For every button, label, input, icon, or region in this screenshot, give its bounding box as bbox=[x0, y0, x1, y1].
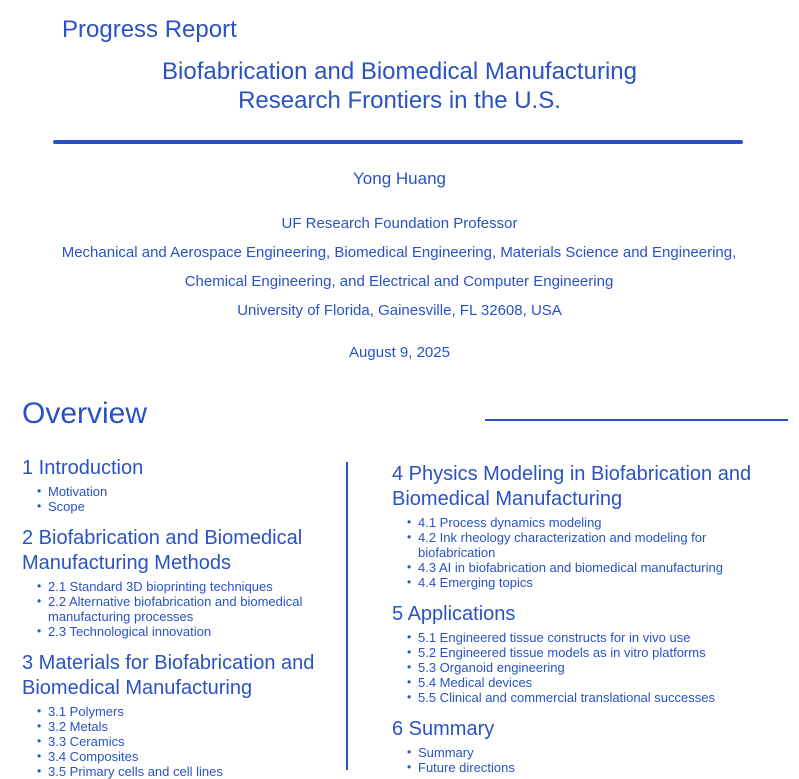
toc-section-title: 3 Materials for Biofabrication and Biomedical Manufacturing bbox=[22, 652, 315, 699]
toc-item-list bbox=[22, 579, 334, 639]
report-type-label: Progress Report bbox=[62, 16, 237, 43]
toc-left-column bbox=[22, 456, 334, 779]
report-title-line-1: Biofabrication and Biomedical Manufacturing bbox=[162, 58, 637, 85]
toc-item: • 5.4 Medical devices bbox=[407, 675, 752, 690]
report-title bbox=[0, 57, 799, 115]
toc-item-list bbox=[392, 515, 752, 590]
toc-section-title: 5 Applications bbox=[392, 603, 516, 625]
toc-item: • Scope bbox=[37, 499, 334, 514]
toc-section-title: 4 Physics Modeling in Biofabrication and Biomedical Manufacturing bbox=[392, 463, 752, 510]
toc-item-list bbox=[392, 745, 752, 775]
toc-section-summary bbox=[392, 717, 752, 775]
toc-item: • 5.1 Engineered tissue constructs for in vivo use bbox=[407, 630, 752, 645]
toc-item: • 3.2 Metals bbox=[37, 719, 334, 734]
toc-section-materials bbox=[22, 651, 334, 779]
toc-item-list bbox=[392, 630, 752, 705]
toc-item: • Motivation bbox=[37, 484, 334, 499]
toc-item: • 3.3 Ceramics bbox=[37, 734, 334, 749]
toc-section-introduction bbox=[22, 456, 334, 514]
author-location: University of Florida, Gainesville, FL 32608, USA bbox=[237, 302, 562, 319]
toc-item: • 5.3 Organoid engineering bbox=[407, 660, 752, 675]
toc-item: • 3.4 Composites bbox=[37, 749, 334, 764]
toc-item: • 5.2 Engineered tissue models as in vitro platforms bbox=[407, 645, 752, 660]
author-affiliation: Mechanical and Aerospace Engineering, Biomedical Engineering, Materials Science and Engineering, Chemical Engineering, and Electrical and Computer Engineering bbox=[61, 244, 737, 290]
toc-item-list bbox=[22, 484, 334, 514]
toc-item-list bbox=[22, 704, 334, 779]
author-name: Yong Huang bbox=[353, 169, 446, 188]
author-role: UF Research Foundation Professor bbox=[281, 215, 518, 232]
toc-item: • 4.1 Process dynamics modeling bbox=[407, 515, 752, 530]
column-divider-rule bbox=[346, 462, 348, 770]
toc-item: • 4.4 Emerging topics bbox=[407, 575, 752, 590]
toc-section-title: 1 Introduction bbox=[22, 457, 144, 479]
toc-right-column bbox=[392, 462, 752, 775]
toc-section-title: 2 Biofabrication and Biomedical Manufacturing Methods bbox=[22, 527, 303, 574]
toc-item: • 4.3 AI in biofabrication and biomedical manufacturing bbox=[407, 560, 752, 575]
toc-item: • 2.1 Standard 3D bioprinting techniques bbox=[37, 579, 334, 594]
toc-section-applications bbox=[392, 602, 752, 705]
toc-item: • Future directions bbox=[407, 760, 752, 775]
toc-item: • 2.2 Alternative biofabrication and biomedical manufacturing processes bbox=[37, 594, 334, 624]
report-title-line-2: Research Frontiers in the U.S. bbox=[238, 87, 561, 114]
toc-item: • 3.5 Primary cells and cell lines bbox=[37, 764, 334, 779]
toc-item: • 3.1 Polymers bbox=[37, 704, 334, 719]
toc-section-methods bbox=[22, 526, 334, 639]
toc-item: • 5.5 Clinical and commercial translational successes bbox=[407, 690, 752, 705]
overview-heading-rule bbox=[485, 419, 788, 421]
title-divider-rule bbox=[53, 140, 743, 144]
toc-item: • Summary bbox=[407, 745, 752, 760]
toc-section-physics-modeling bbox=[392, 462, 752, 590]
overview-heading: Overview bbox=[22, 397, 148, 430]
toc-item: • 4.2 Ink rheology characterization and modeling for biofabrication bbox=[407, 530, 752, 560]
report-date: August 9, 2025 bbox=[349, 344, 450, 361]
toc-section-title: 6 Summary bbox=[392, 718, 495, 740]
toc-item: • 2.3 Technological innovation bbox=[37, 624, 334, 639]
